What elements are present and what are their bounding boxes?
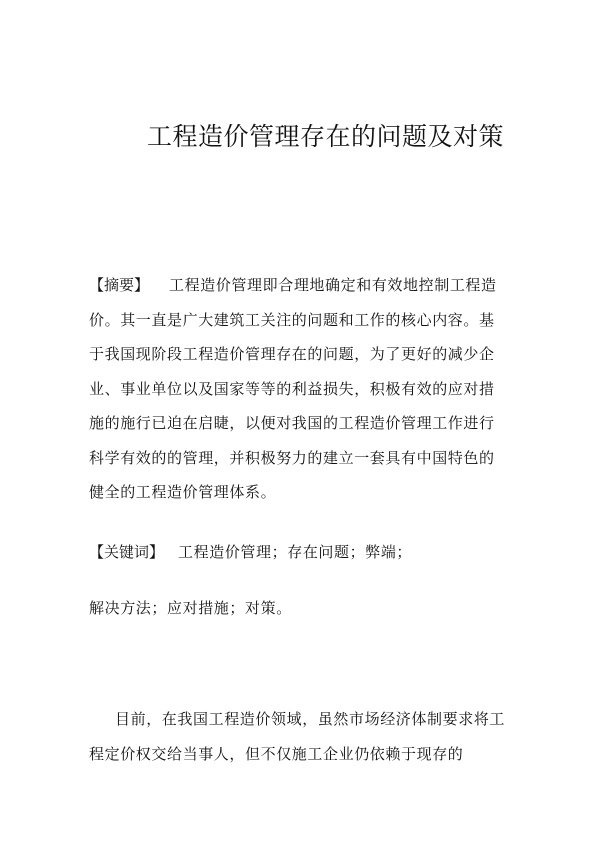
body-paragraph-text: 目前，在我国工程造价领域，虽然市场经济体制要求将工程定价权交给当事人，但不仅施工企业仍依赖于现存的	[89, 710, 506, 763]
keywords-line-1	[89, 540, 509, 564]
title-text: 工程造价管理存在的问题及对策	[147, 122, 505, 151]
keywords-label: 【关键词】	[89, 543, 165, 561]
abstract-label: 【摘要】	[89, 276, 150, 294]
document-title	[89, 118, 519, 155]
abstract-paragraph	[89, 268, 509, 510]
keywords-line-2	[89, 596, 509, 620]
body-paragraph	[89, 702, 509, 771]
abstract-text: 工程造价管理即合理地确定和有效地控制工程造价。其一直是广大建筑工关注的问题和工作的核心内容。基于我国现阶段工程造价管理存在的问题，为了更好的减少企业、事业单位以及国家等等的利益损失，积极有效的应对措施的施行已迫在启睫，以便对我国的工程造价管理工作进行科学有效的的管理，并积极努力的建立一套具有中国特色的健全的工程造价管理体系。	[89, 276, 497, 501]
keywords-text-2: 解决方法；应对措施；对策。	[89, 599, 292, 617]
keywords-text-1: 工程造价管理；存在问题；弊端；	[178, 543, 413, 561]
